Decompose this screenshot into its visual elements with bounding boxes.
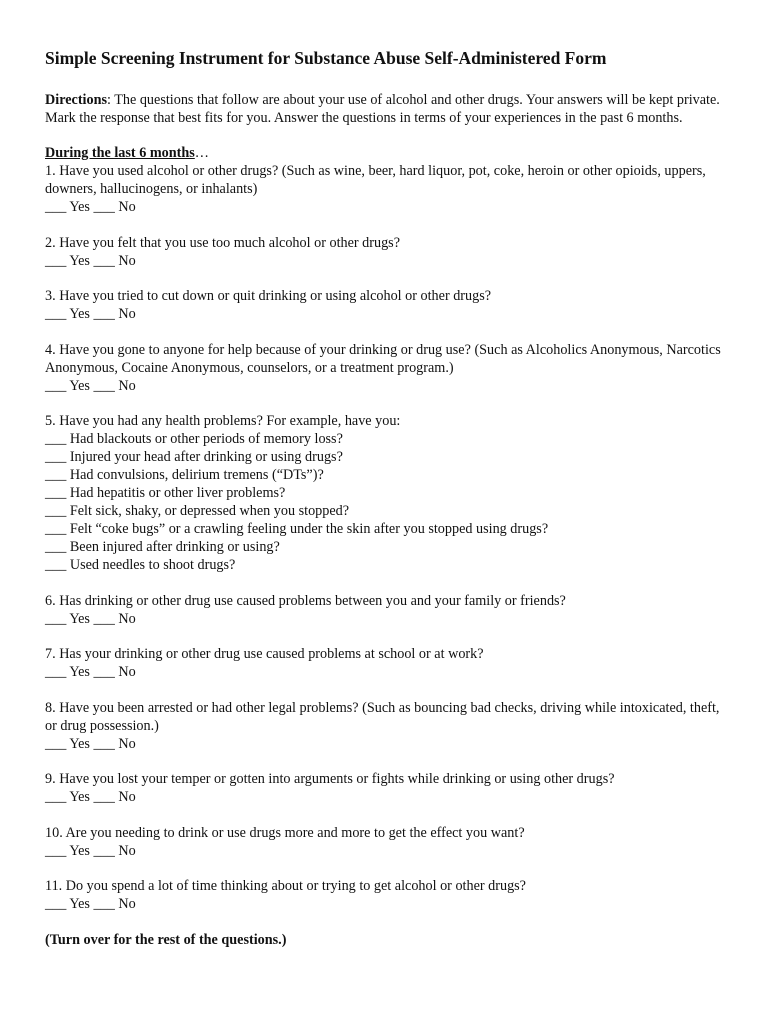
checklist-blank[interactable]: ___	[45, 431, 67, 447]
question-text: 6. Has drinking or other drug use caused problems between you and your family or friends?	[45, 592, 566, 609]
yes-blank[interactable]: ___	[45, 789, 67, 805]
question-text: 7. Has your drinking or other drug use caused problems at school or at work?	[45, 646, 484, 662]
no-label: No	[118, 199, 136, 215]
question-5	[45, 412, 730, 574]
checklist-item	[45, 538, 730, 556]
yes-label: Yes	[69, 896, 90, 912]
question-text: 9. Have you lost your temper or gotten into arguments or fights while drinking or using other drugs?	[45, 771, 615, 787]
period-heading	[45, 144, 730, 162]
no-blank[interactable]: ___	[93, 252, 115, 269]
no-blank[interactable]: ___	[93, 789, 115, 805]
checklist-blank[interactable]: ___	[45, 467, 67, 483]
no-blank[interactable]: ___	[93, 842, 115, 859]
no-label: No	[118, 896, 136, 912]
question-8	[45, 699, 730, 753]
yes-label: Yes	[69, 664, 90, 680]
no-label: No	[118, 664, 136, 680]
question-text: 8. Have you been arrested or had other legal problems? (Such as bouncing bad checks, driving while intoxicated, theft, or drug possession.)	[45, 699, 720, 734]
checklist-item	[45, 556, 730, 574]
question-list	[45, 162, 730, 913]
yes-label: Yes	[69, 842, 90, 859]
no-label: No	[118, 306, 136, 322]
checklist-item-label: Felt “coke bugs” or a crawling feeling under the skin after you stopped using drugs?	[69, 521, 549, 537]
checklist-item-label: Had hepatitis or other liver problems?	[69, 485, 286, 501]
checklist-blank[interactable]: ___	[45, 557, 67, 573]
yes-no-row	[45, 895, 730, 913]
checklist-blank[interactable]: ___	[45, 485, 67, 501]
form-title: Simple Screening Instrument for Substance Abuse Self-Administered Form	[45, 48, 607, 68]
checklist-item-label: Felt sick, shaky, or depressed when you stopped?	[69, 503, 350, 519]
checklist-item	[45, 502, 730, 520]
no-blank[interactable]: ___	[93, 306, 115, 322]
question-text: 11. Do you spend a lot of time thinking about or trying to get alcohol or other drugs?	[45, 878, 526, 894]
yes-no-row	[45, 305, 730, 323]
no-blank[interactable]: ___	[93, 199, 115, 215]
no-label: No	[118, 252, 136, 269]
yes-no-row	[45, 252, 730, 270]
checklist-item	[45, 466, 730, 484]
yes-label: Yes	[69, 610, 90, 627]
yes-blank[interactable]: ___	[45, 199, 67, 215]
checklist-item-label: Had convulsions, delirium tremens (“DTs”)?	[69, 467, 324, 483]
yes-no-row	[45, 842, 730, 860]
checklist-item	[45, 484, 730, 502]
no-blank[interactable]: ___	[93, 610, 115, 627]
yes-no-row	[45, 735, 730, 753]
checklist-item	[45, 430, 730, 448]
yes-label: Yes	[69, 735, 90, 752]
directions-text: : The questions that follow are about your use of alcohol and other drugs. Your answers will be kept private. Mark the response that best fits for you. Answer the questions in terms of your experiences in the past 6 months.	[45, 92, 720, 126]
question-11	[45, 877, 730, 913]
yes-label: Yes	[69, 789, 90, 805]
question-text: 10. Are you needing to drink or use drugs more and more to get the effect you want?	[45, 824, 525, 841]
question-3	[45, 287, 730, 323]
yes-blank[interactable]: ___	[45, 610, 67, 627]
period-label: During the last 6 months	[45, 145, 195, 161]
no-blank[interactable]: ___	[93, 377, 115, 394]
checklist-blank[interactable]: ___	[45, 539, 67, 555]
no-label: No	[118, 789, 136, 805]
yes-no-row	[45, 663, 730, 681]
directions	[45, 91, 730, 127]
yes-blank[interactable]: ___	[45, 377, 67, 394]
no-label: No	[118, 610, 136, 627]
checklist-item	[45, 448, 730, 466]
question-9	[45, 770, 730, 806]
yes-blank[interactable]: ___	[45, 664, 67, 680]
yes-label: Yes	[69, 306, 90, 322]
question-text: 3. Have you tried to cut down or quit drinking or using alcohol or other drugs?	[45, 288, 492, 304]
no-label: No	[118, 735, 136, 752]
question-4	[45, 341, 730, 395]
checklist-item	[45, 520, 730, 538]
no-label: No	[118, 377, 136, 394]
turn-over-note: (Turn over for the rest of the questions.)	[45, 931, 287, 948]
question-text: 1. Have you used alcohol or other drugs? (Such as wine, beer, hard liquor, pot, coke, heroin or other opioids, uppers, downers, hallucinogens, or inhalants)	[45, 163, 706, 197]
yes-label: Yes	[69, 252, 90, 269]
checklist-blank[interactable]: ___	[45, 521, 67, 537]
yes-no-row	[45, 198, 730, 216]
question-6	[45, 592, 730, 628]
checklist-item-label: Injured your head after drinking or using drugs?	[69, 449, 343, 465]
question-text: 5. Have you had any health problems? For example, have you:	[45, 413, 401, 429]
yes-blank[interactable]: ___	[45, 306, 67, 322]
checklist-item-label: Used needles to shoot drugs?	[69, 557, 236, 573]
no-label: No	[118, 842, 136, 859]
yes-blank[interactable]: ___	[45, 735, 67, 752]
yes-label: Yes	[69, 199, 90, 215]
question-7	[45, 645, 730, 681]
no-blank[interactable]: ___	[93, 896, 115, 912]
no-blank[interactable]: ___	[93, 664, 115, 680]
question-1	[45, 162, 730, 216]
yes-blank[interactable]: ___	[45, 842, 67, 859]
checklist-item-label: Been injured after drinking or using?	[69, 539, 280, 555]
no-blank[interactable]: ___	[93, 735, 115, 752]
yes-label: Yes	[69, 377, 90, 394]
directions-label: Directions	[45, 92, 107, 108]
question-2	[45, 234, 730, 270]
yes-no-row	[45, 377, 730, 395]
period-ellipsis: …	[194, 145, 209, 161]
question-text: 2. Have you felt that you use too much alcohol or other drugs?	[45, 234, 400, 251]
yes-no-row	[45, 610, 730, 628]
checklist-item-label: Had blackouts or other periods of memory loss?	[69, 431, 343, 447]
yes-blank[interactable]: ___	[45, 896, 67, 912]
checklist-blank[interactable]: ___	[45, 449, 67, 465]
question-10	[45, 824, 730, 860]
yes-no-row	[45, 788, 730, 806]
question-text: 4. Have you gone to anyone for help because of your drinking or drug use? (Such as Alcoholics Anonymous, Narcotics Anonymous, Cocaine Anonymous, counselors, or a treatment program.)	[45, 341, 721, 376]
yes-blank[interactable]: ___	[45, 252, 67, 269]
checklist-blank[interactable]: ___	[45, 503, 67, 519]
